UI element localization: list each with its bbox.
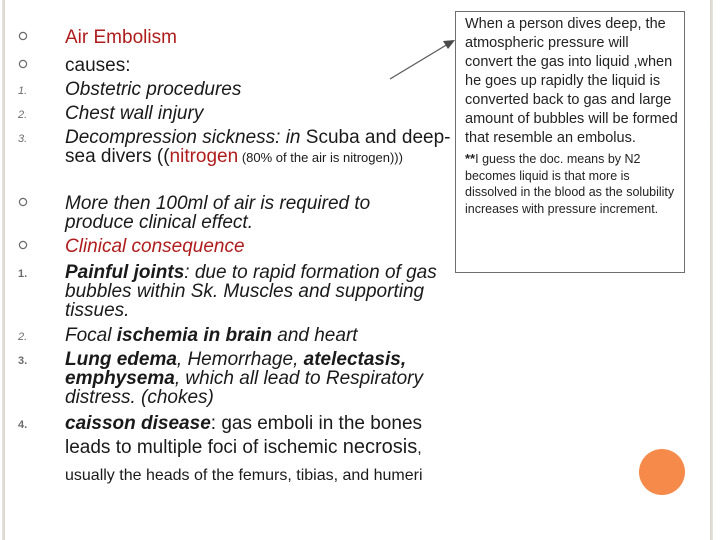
list-number: 1.: [18, 85, 28, 97]
list-number: 3.: [18, 133, 28, 145]
slide-heading: Air Embolism: [65, 27, 177, 48]
note-main-text: When a person dives deep, the atmospheric pressure will convert the gas into liquid ,when he goes up rapidly the liquid is converted back to gas and large amount of bubbles will be formed that resemble an embolus.: [465, 16, 678, 146]
consequence-bold: caisson disease: [65, 413, 211, 434]
cause-text: Obstetric procedures: [65, 79, 242, 100]
list-number: 2.: [18, 331, 28, 343]
necrosis-word: necrosis: [342, 435, 418, 458]
nitrogen-word: nitrogen: [169, 146, 239, 167]
consequence-mid: , Hemorrhage,: [176, 349, 304, 370]
list-number: 4.: [18, 419, 28, 431]
list-number: 2.: [18, 109, 28, 121]
consequence-bold: Lung edema: [65, 349, 177, 370]
decorative-circle: [639, 449, 685, 495]
note-asterisks: **: [465, 151, 476, 166]
consequence-rest: : due to rapid formation of gas bubbles within Sk. Muscles and supporting tissues.: [65, 262, 437, 321]
consequence-bold: Painful joints: [65, 262, 185, 283]
cause-text: Chest wall injury: [65, 103, 204, 124]
note-aside-text: I guess the doc. means by N2 becomes liquid is that more is dissolved in the blood as the solubility increases with pressure increment.: [465, 152, 675, 216]
cause-plain: Scuba and deep-sea divers ((: [65, 127, 451, 167]
consequence-post: and heart: [271, 325, 358, 346]
consequence-pre: Focal: [65, 325, 117, 346]
causes-label: causes:: [65, 55, 131, 76]
consequence-label: Clinical consequence: [65, 236, 245, 257]
consequence-post: , which all lead to Respiratory distress. (chokes): [65, 368, 424, 408]
volume-text: More then 100ml of air is required to produce clinical effect.: [65, 193, 371, 233]
note-aside: [465, 151, 679, 217]
consequence-rest: : gas emboli in the bones leads to multiple foci of ischemic: [65, 413, 423, 458]
nitrogen-note: (80% of the air is nitrogen))): [238, 150, 403, 165]
consequence-tail: , usually the heads of the femurs, tibias, and humeri: [65, 439, 423, 484]
note-box: [455, 11, 685, 273]
list-number: 3.: [18, 355, 28, 367]
list-number: 1.: [18, 268, 28, 280]
consequence-bold: ischemia in brain: [116, 325, 272, 346]
consequence-bold-2: atelectasis, emphysema: [65, 349, 407, 389]
cause-italic: Decompression sickness: in: [65, 127, 306, 148]
